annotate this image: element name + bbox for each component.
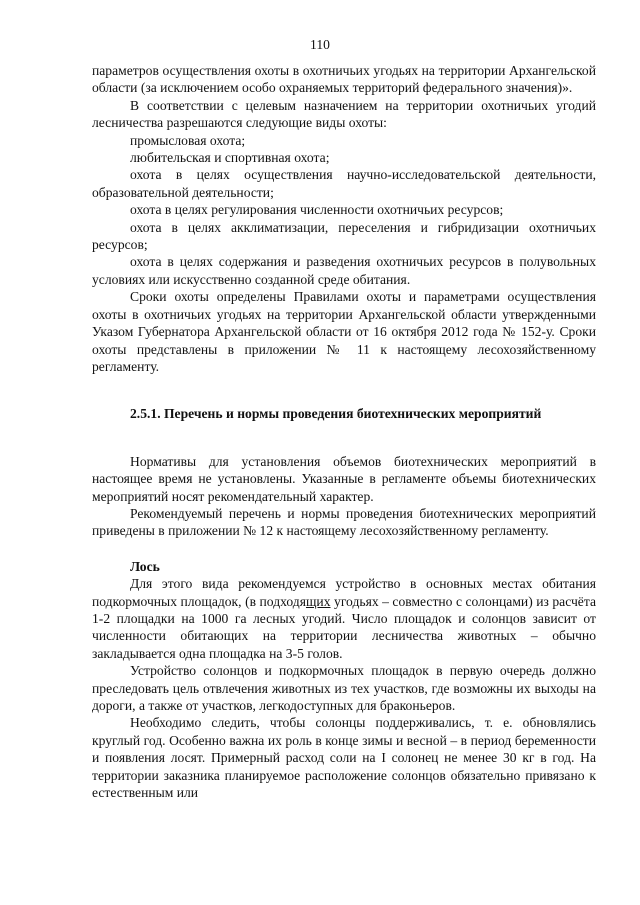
paragraph: Рекомендуемый перечень и нормы проведения биотехнических мероприятий приведены в приложении № 12 к настоящему лесохозяйственному регламенту. [92,505,596,539]
subheading-moose: Лось [130,558,160,574]
underlined-text: щих [305,593,331,609]
paragraph: Нормативы для установления объемов биотехнических мероприятий в настоящее время не установлены. Указанные в регламенте объемы биотехнических мероприятий носят рекомендательный характер. [92,453,596,504]
paragraph: В соответствии с целевым назначением на территории охотничьих угодий лесничества разрешаются следующие виды охоты: [92,97,596,131]
text-run: угодьях – совместно с солонцами) из расчёта 1-2 площадки на 1000 га лесных угодий. Число площадок и солонцов зависит от численности обитающих на территории лесничества животных – обычно закладывается одна площадка на 3-5 голов. [92,593,596,661]
paragraph: Необходимо следить, чтобы солонцы поддерживались, т. е. обновлялись круглый год. Особенно важна их роль в конце зимы и весной – в период беременности и появления лосят. Примерный расход соли на I солонец не менее 30 кг в год. На территории заказника планируемое расположение солонцов обязательно привязано к естественным или [92,715,596,801]
page-content [92,62,596,801]
paragraph: Устройство солонцов и подкормочных площадок в первую очередь должно преследовать цель отвлечения животных из тех участков, где возможны их выходы на дороги, а также от участков, легкодоступных для браконьеров. [92,663,596,713]
list-item: охота в целях содержания и разведения охотничьих ресурсов в полувольных условиях или искусственно созданной среде обитания. [92,254,596,287]
paragraph: Сроки охоты определены Правилами охоты и параметрами осуществления охоты в охотничьих угодьях на территории Архангельской области утвержденными Указом Губернатора Архангельской области от 16 октября 2012 года № 152-у. Сроки охоты представлены в приложении № 11 к настоящему лесохозяйственному регламенту. [92,289,596,374]
hunting-types-section [92,62,596,375]
page-number: 110 [310,37,330,52]
list-item: любительская и спортивная охота; [130,150,330,166]
list-item: охота в целях осуществления научно-исследовательской деятельности, образовательной деятельности; [92,167,596,200]
list-item: промысловая охота; [130,132,246,148]
list-item: охота в целях регулирования численности охотничьих ресурсов; [130,202,504,218]
section-heading: 2.5.1. Перечень и нормы проведения биотехнических мероприятий [130,406,542,422]
text-run: Для этого вида рекомендуемся устройство в основных местах обитания подкормочных площадок, (в подходя [92,576,596,609]
paragraph [92,575,596,662]
list-item: охота в целях акклиматизации, переселения и гибридизации охотничьих ресурсов; [92,219,596,253]
paragraph: параметров осуществления охоты в охотничьих угодьях на территории Архангельской области (за исключением особо охраняемых территорий федерального значения)». [92,63,596,96]
